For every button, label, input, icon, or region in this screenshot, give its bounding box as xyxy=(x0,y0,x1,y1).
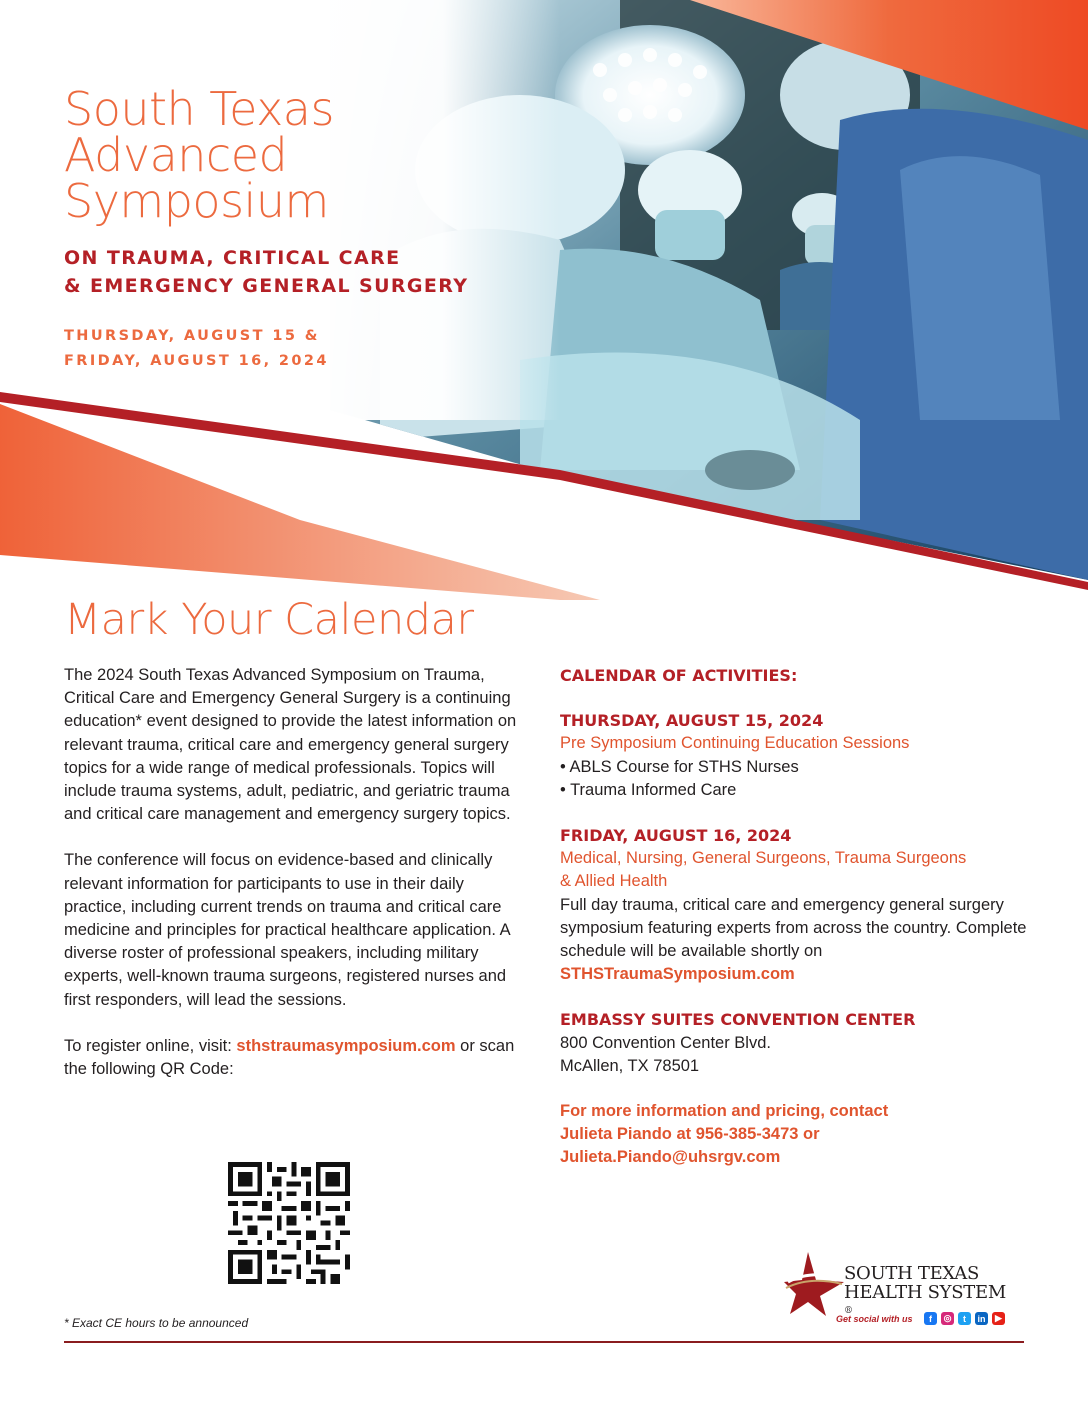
contact-email[interactable]: Julieta.Piando@uhsrgv.com xyxy=(560,1148,781,1167)
venue-address-1: 800 Convention Center Blvd. xyxy=(560,1033,771,1052)
facebook-icon[interactable]: f xyxy=(924,1312,937,1325)
sths-logo xyxy=(784,1252,1024,1330)
register-link[interactable]: sthstraumasymposium.com xyxy=(236,1036,456,1055)
page-subtitle xyxy=(64,244,468,300)
calendar-column xyxy=(560,664,1030,1192)
star-logo-icon xyxy=(784,1252,844,1316)
friday-description: Full day trauma, critical care and emergency general surgery symposium featuring experts from across the country. Complete schedule will be available shortly on xyxy=(560,895,1027,961)
list-item: • Trauma Informed Care xyxy=(560,780,737,799)
registered-mark: ® xyxy=(844,1306,853,1316)
twitter-icon[interactable]: t xyxy=(958,1312,971,1325)
footer-divider xyxy=(64,1341,1024,1343)
instagram-icon[interactable]: ◎ xyxy=(941,1312,954,1325)
logo-line-1: SOUTH TEXAS xyxy=(844,1263,980,1284)
qr-code[interactable] xyxy=(228,1162,350,1284)
social-icons xyxy=(924,1312,1005,1325)
thursday-block xyxy=(560,709,1030,802)
event-date-2: FRIDAY, AUGUST 16, 2024 xyxy=(64,353,329,369)
schedule-link[interactable]: STHSTraumaSymposium.com xyxy=(560,965,795,984)
venue-name: EMBASSY SUITES CONVENTION CENTER xyxy=(560,1010,916,1030)
youtube-icon[interactable]: ▶ xyxy=(992,1312,1005,1325)
event-dates xyxy=(64,324,329,374)
hero-banner xyxy=(0,0,1088,610)
subtitle-line-1: ON TRAUMA, CRITICAL CARE xyxy=(64,247,401,269)
footnote: * Exact CE hours to be announced xyxy=(64,1316,249,1330)
contact-or: or xyxy=(798,1125,820,1144)
friday-date: FRIDAY, AUGUST 16, 2024 xyxy=(560,826,792,846)
contact-block xyxy=(560,1100,1030,1170)
page-title: South Texas Advanced Symposium xyxy=(64,82,334,228)
thursday-date: THURSDAY, AUGUST 15, 2024 xyxy=(560,711,824,731)
description-column xyxy=(64,664,524,1104)
friday-block xyxy=(560,824,1030,986)
register-prefix: To register online, visit: xyxy=(64,1036,237,1055)
register-paragraph xyxy=(64,1035,524,1081)
venue-address-2: McAllen, TX 78501 xyxy=(560,1056,700,1075)
logo-line-2-text: HEALTH SYSTEM xyxy=(844,1282,1006,1303)
calendar-heading: CALENDAR OF ACTIVITIES: xyxy=(560,666,798,685)
contact-name: Julieta Piando xyxy=(560,1125,672,1144)
intro-paragraph: The 2024 South Texas Advanced Symposium on Trauma, Critical Care and Emergency General Surgery is a continuing education* event designed to provide the latest information on relevant trauma, critical care and emergency general surgery topics for a wide range of medical professionals. Topics will include trauma systems, adult, pediatric, and geriatric trauma and critical care management and emergency surgery topics. xyxy=(64,666,517,824)
venue-block xyxy=(560,1008,1030,1078)
register-suffix: or scan the following QR Code: xyxy=(64,1036,515,1079)
section-heading: Mark Your Calendar xyxy=(64,595,474,645)
contact-intro: For more information and pricing, contact xyxy=(560,1102,889,1121)
friday-audience-2: & Allied Health xyxy=(560,872,668,891)
contact-phone[interactable]: 956-385-3473 xyxy=(695,1125,799,1144)
subtitle-line-2: & EMERGENCY GENERAL SURGERY xyxy=(64,275,469,297)
event-date-1: THURSDAY, AUGUST 15 & xyxy=(64,328,320,344)
social-label: Get social with us xyxy=(836,1314,913,1324)
focus-paragraph: The conference will focus on evidence-based and clinically relevant information for participants to use in their daily practice, including current trends on trauma and critical care medicine and principles for practical healthcare application. A diverse roster of professional speakers, including military experts, well-known trauma surgeons, registered nurses and first responders, will lead the sessions. xyxy=(64,851,510,1009)
contact-at: at xyxy=(671,1125,696,1144)
contact-line xyxy=(560,1123,1030,1146)
calendar-heading-block xyxy=(560,664,1030,687)
list-item: • ABLS Course for STHS Nurses xyxy=(560,757,799,776)
linkedin-icon[interactable]: in xyxy=(975,1312,988,1325)
friday-audience-1: Medical, Nursing, General Surgeons, Trauma Surgeons xyxy=(560,849,967,868)
thursday-session: Pre Symposium Continuing Education Sessions xyxy=(560,734,910,753)
